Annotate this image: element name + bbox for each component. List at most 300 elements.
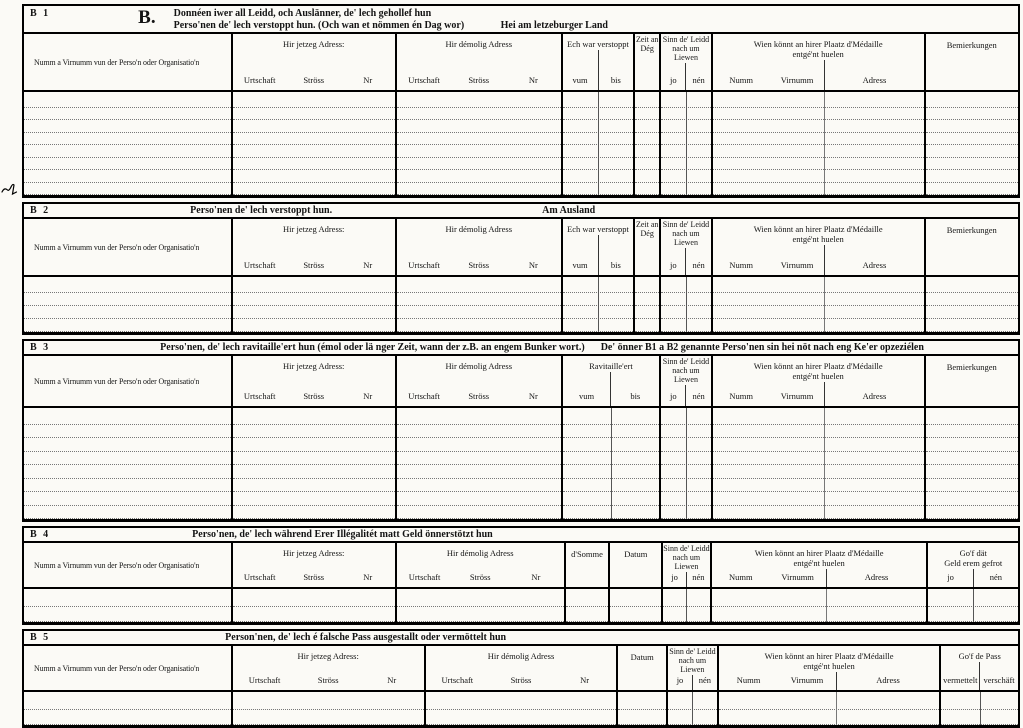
column-header-somme: d'Somme bbox=[566, 543, 611, 587]
subcol-urtschaft: Urtschaft bbox=[243, 391, 276, 401]
column-header-still-alive: Sinn de' Leidd nach um Liewen jo nén bbox=[661, 34, 713, 90]
ruled-line bbox=[926, 425, 1019, 439]
subcol-stross: Ströss bbox=[303, 260, 325, 270]
ruled-line bbox=[563, 145, 634, 158]
column-header-hidden-period: Ech war verstoppt vum bis bbox=[563, 34, 636, 90]
section-b1-body bbox=[24, 92, 1018, 195]
column-header-ravitailleert: Ravitaille'ert vum bis bbox=[563, 356, 661, 406]
ruled-line bbox=[566, 592, 609, 607]
ruled-line bbox=[426, 695, 617, 710]
ruled-line bbox=[635, 319, 659, 332]
body-col-hidden-period bbox=[563, 92, 636, 195]
subcol-urtschaft: Urtschaft bbox=[248, 675, 281, 685]
column-header-name: Numm a Virnumm vun der Perso'n oder Organisatio'n bbox=[24, 356, 233, 406]
handwriting-scribble-icon bbox=[1, 183, 18, 202]
ruled-line bbox=[24, 710, 231, 725]
ruled-line bbox=[24, 607, 231, 622]
section-title-line2b: Hei am letzeburger Land bbox=[500, 19, 608, 31]
column-header-medal-recipient: Wien könnt an hirer Plaatz d'Médaille entgé'nt huelen Numm Virnumm Adress bbox=[713, 356, 926, 406]
ruled-line bbox=[713, 108, 924, 121]
subcol-virnumm: Virnumm bbox=[790, 675, 824, 685]
ruled-line bbox=[661, 425, 711, 439]
ruled-line bbox=[713, 158, 924, 171]
ruled-line bbox=[233, 158, 395, 171]
subcol-nen: nén bbox=[692, 675, 717, 690]
ruled-line bbox=[233, 438, 395, 452]
body-col-name bbox=[24, 277, 233, 332]
ruled-line bbox=[233, 492, 395, 506]
ruled-line bbox=[713, 465, 924, 479]
column-header-still-alive: Sinn de' Leidd nach um Liewen jo nén bbox=[663, 543, 712, 587]
ruled-line bbox=[928, 592, 1018, 607]
subcol-jo: jo bbox=[947, 572, 954, 582]
ruled-line bbox=[941, 695, 1018, 710]
ruled-line bbox=[713, 425, 924, 439]
ruled-line bbox=[24, 170, 231, 183]
ruled-line bbox=[719, 710, 940, 725]
subcol-stross: Ströss bbox=[468, 75, 490, 85]
column-header-still-alive: Sinn de' Leidd nach um Liewen jo nén bbox=[661, 356, 713, 406]
subcol-numm: Numm bbox=[729, 75, 754, 85]
subcol-stross: Ströss bbox=[510, 675, 532, 685]
ruled-line bbox=[713, 280, 924, 293]
ruled-line bbox=[635, 120, 659, 133]
ruled-line bbox=[661, 438, 711, 452]
ruled-line bbox=[713, 492, 924, 506]
ruled-line bbox=[24, 108, 231, 121]
ruled-line bbox=[926, 293, 1019, 306]
ruled-line bbox=[24, 425, 231, 439]
ruled-line bbox=[233, 479, 395, 493]
ruled-line bbox=[426, 710, 617, 725]
ruled-line bbox=[24, 465, 231, 479]
subcol-nen: nén bbox=[685, 63, 710, 90]
section-title-line2: Am Ausland bbox=[542, 205, 596, 216]
column-header-former-address: Hir démolig Adress Urtschaft Ströss Nr bbox=[397, 219, 563, 275]
ruled-line bbox=[661, 145, 711, 158]
ruled-line bbox=[233, 592, 395, 607]
ruled-line bbox=[635, 158, 659, 171]
column-header-hidden-period: Ech war verstoppt vum bis bbox=[563, 219, 636, 275]
ruled-line bbox=[661, 108, 711, 121]
body-col-days bbox=[635, 277, 661, 332]
column-header-pass-outcome: Go'f de Pass vermettelt verschäft bbox=[941, 646, 1018, 690]
ruled-line bbox=[635, 306, 659, 319]
ruled-line bbox=[926, 479, 1019, 493]
ruled-line bbox=[563, 170, 634, 183]
body-col-current-address bbox=[233, 589, 397, 622]
subcol-vum: vum bbox=[572, 260, 588, 270]
body-col-still-alive bbox=[661, 277, 713, 332]
body-col-current-address bbox=[233, 277, 397, 332]
subcol-numm: Numm bbox=[728, 572, 753, 582]
subcol-stross: Ströss bbox=[468, 260, 490, 270]
ruled-line bbox=[24, 452, 231, 466]
ruled-line bbox=[397, 452, 561, 466]
body-col-datum bbox=[618, 692, 668, 725]
ruled-line bbox=[712, 607, 927, 622]
ruled-line bbox=[563, 306, 634, 319]
ruled-line bbox=[563, 280, 634, 293]
ruled-line bbox=[713, 411, 924, 425]
ruled-line bbox=[661, 95, 711, 108]
section-b3-title-bar bbox=[24, 341, 1018, 356]
ruled-line bbox=[397, 306, 561, 319]
subcol-stross: Ströss bbox=[303, 391, 325, 401]
column-header-current-address: Hir jetzeg Adress: Urtschaft Ströss Nr bbox=[233, 646, 426, 690]
ruled-line bbox=[233, 170, 395, 183]
ruled-line bbox=[661, 492, 711, 506]
ruled-line bbox=[926, 170, 1019, 183]
section-b2-title-bar bbox=[24, 204, 1018, 219]
ruled-line bbox=[233, 452, 395, 466]
ruled-line bbox=[663, 592, 710, 607]
ruled-line bbox=[563, 95, 634, 108]
body-col-current-address bbox=[233, 692, 426, 725]
column-header-days: Zeit an Dég bbox=[635, 34, 661, 90]
ruled-line bbox=[926, 492, 1019, 506]
ruled-line bbox=[635, 170, 659, 183]
section-b5-body bbox=[24, 692, 1018, 725]
section-b2-body bbox=[24, 277, 1018, 332]
column-header-money-asked-back: Go'f dät Geld erem gefrot jo nén bbox=[928, 543, 1018, 587]
column-header-name: Numm a Virnumm vun der Perso'n oder Organisatio'n bbox=[24, 543, 233, 587]
subcol-stross: Ströss bbox=[468, 391, 490, 401]
ruled-line bbox=[661, 183, 711, 196]
ruled-line bbox=[563, 479, 659, 493]
ruled-line bbox=[926, 319, 1019, 332]
body-col-medal-recipient bbox=[713, 277, 926, 332]
subcol-vum: vum bbox=[572, 75, 588, 85]
ruled-line bbox=[397, 133, 561, 146]
ruled-line bbox=[24, 592, 231, 607]
ruled-line bbox=[566, 607, 609, 622]
ruled-line bbox=[713, 170, 924, 183]
ruled-line bbox=[563, 506, 659, 520]
body-col-former-address bbox=[397, 92, 563, 195]
ruled-line bbox=[926, 438, 1019, 452]
ruled-line bbox=[24, 695, 231, 710]
ruled-line bbox=[397, 158, 561, 171]
ruled-line bbox=[668, 695, 717, 710]
ruled-line bbox=[713, 95, 924, 108]
ruled-line bbox=[926, 158, 1019, 171]
subcol-urtschaft: Urtschaft bbox=[243, 572, 276, 582]
body-col-ravitailleert bbox=[563, 408, 661, 519]
subcol-stross: Ströss bbox=[303, 572, 325, 582]
ruled-line bbox=[24, 120, 231, 133]
ruled-line bbox=[563, 465, 659, 479]
ruled-line bbox=[397, 592, 564, 607]
body-col-former-address bbox=[397, 277, 563, 332]
ruled-line bbox=[713, 306, 924, 319]
ruled-line bbox=[635, 183, 659, 196]
ruled-line bbox=[397, 506, 561, 520]
ruled-line bbox=[713, 183, 924, 196]
ruled-line bbox=[397, 183, 561, 196]
column-header-row bbox=[24, 219, 1018, 277]
section-id: B 2 bbox=[30, 205, 51, 216]
subcol-nen: nén bbox=[686, 572, 710, 587]
ruled-line bbox=[397, 479, 561, 493]
column-header-row bbox=[24, 356, 1018, 408]
body-col-name bbox=[24, 692, 233, 725]
section-b5 bbox=[22, 629, 1020, 728]
subcol-urtschaft: Urtschaft bbox=[441, 675, 474, 685]
ruled-line bbox=[661, 170, 711, 183]
ruled-line bbox=[233, 411, 395, 425]
body-col-name bbox=[24, 589, 233, 622]
column-header-current-address: Hir jetzeg Adress: Urtschaft Ströss Nr bbox=[233, 34, 397, 90]
ruled-line bbox=[635, 293, 659, 306]
subcol-verschaft: verschäft bbox=[979, 662, 1018, 690]
body-col-hidden-period bbox=[563, 277, 636, 332]
section-title-line1: Perso'nen de' lech verstoppt hun. bbox=[190, 205, 333, 216]
ruled-line bbox=[926, 120, 1019, 133]
ruled-line bbox=[233, 145, 395, 158]
subcol-stross: Ströss bbox=[317, 675, 339, 685]
ruled-line bbox=[610, 592, 661, 607]
subcol-jo: jo bbox=[676, 675, 684, 685]
subcol-nen: nén bbox=[685, 248, 710, 275]
subcol-jo: jo bbox=[671, 572, 678, 582]
ruled-line bbox=[926, 108, 1019, 121]
body-col-still-alive bbox=[668, 692, 719, 725]
subcol-nr: Nr bbox=[387, 675, 397, 685]
ruled-line bbox=[563, 133, 634, 146]
ruled-line bbox=[713, 120, 924, 133]
ruled-line bbox=[397, 108, 561, 121]
ruled-line bbox=[928, 607, 1018, 622]
column-header-name: Numm a Virnumm vun der Perso'n oder Organisatio'n bbox=[24, 219, 233, 275]
subcol-nr: Nr bbox=[528, 260, 538, 270]
section-title bbox=[174, 8, 608, 31]
body-col-medal-recipient bbox=[713, 408, 926, 519]
column-header-former-address: Hir démolig Adress Urtschaft Ströss Nr bbox=[397, 356, 563, 406]
ruled-line bbox=[397, 145, 561, 158]
ruled-line bbox=[661, 465, 711, 479]
column-header-row bbox=[24, 543, 1018, 589]
ruled-line bbox=[661, 120, 711, 133]
subcol-adress: Adress bbox=[824, 245, 923, 275]
section-id: B 5 bbox=[30, 632, 51, 643]
ruled-line bbox=[926, 465, 1019, 479]
column-header-datum: Datum bbox=[618, 646, 668, 690]
ruled-line bbox=[233, 280, 395, 293]
section-b1-title-bar bbox=[24, 6, 1018, 34]
subcol-adress: Adress bbox=[826, 569, 927, 587]
ruled-line bbox=[635, 145, 659, 158]
ruled-line bbox=[233, 95, 395, 108]
column-header-remarks: Bemierkungen bbox=[946, 362, 997, 372]
section-b2 bbox=[22, 202, 1020, 335]
ruled-line bbox=[941, 710, 1018, 725]
column-header-former-address: Hir démolig Adress Urtschaft Ströss Nr bbox=[397, 543, 566, 587]
ruled-line bbox=[926, 183, 1019, 196]
subcol-virnumm: Virnumm bbox=[780, 260, 814, 270]
subcol-adress: Adress bbox=[836, 672, 940, 690]
subcol-vum: vum bbox=[579, 391, 595, 401]
body-col-remarks bbox=[926, 92, 1019, 195]
body-col-datum bbox=[610, 589, 663, 622]
ruled-line bbox=[635, 95, 659, 108]
ruled-line bbox=[233, 306, 395, 319]
column-header-remarks: Bemierkungen bbox=[946, 225, 997, 235]
ruled-line bbox=[713, 479, 924, 493]
ruled-line bbox=[24, 306, 231, 319]
subcol-adress: Adress bbox=[824, 382, 923, 406]
ruled-line bbox=[926, 411, 1019, 425]
ruled-line bbox=[397, 293, 561, 306]
subcol-stross: Ströss bbox=[303, 75, 325, 85]
ruled-line bbox=[233, 120, 395, 133]
ruled-line bbox=[24, 319, 231, 332]
ruled-line bbox=[397, 280, 561, 293]
section-title-line2: Perso'nen de' lech verstoppt hun. (Och wan et nömmen én Dag wor) bbox=[173, 19, 465, 31]
subcol-virnumm: Virnumm bbox=[780, 391, 814, 401]
ruled-line bbox=[719, 695, 940, 710]
body-col-name bbox=[24, 92, 233, 195]
ruled-line bbox=[635, 133, 659, 146]
column-header-current-address: Hir jetzeg Adress: Urtschaft Ströss Nr bbox=[233, 356, 397, 406]
subcol-bis: bis bbox=[598, 235, 634, 275]
section-title-line1: Perso'nen, de' lech ravitaille'ert hun (émol oder lä nger Zeit, wann der z.B. an engem Bunker wort.) bbox=[160, 342, 585, 353]
ruled-line bbox=[713, 452, 924, 466]
subcol-urtschaft: Urtschaft bbox=[408, 75, 440, 85]
ruled-line bbox=[233, 710, 424, 725]
ruled-line bbox=[713, 319, 924, 332]
ruled-line bbox=[24, 293, 231, 306]
subcol-urtschaft: Urtschaft bbox=[408, 572, 441, 582]
ruled-line bbox=[233, 293, 395, 306]
ruled-line bbox=[661, 306, 711, 319]
subcol-urtschaft: Urtschaft bbox=[243, 75, 276, 85]
column-header-medal-recipient: Wien könnt an hirer Plaatz d'Médaille entgé'nt huelen Numm Virnumm Adress bbox=[713, 219, 926, 275]
ruled-line bbox=[713, 506, 924, 520]
body-col-current-address bbox=[233, 408, 397, 519]
subcol-jo: jo bbox=[669, 75, 677, 85]
ruled-line bbox=[24, 411, 231, 425]
ruled-line bbox=[926, 145, 1019, 158]
subcol-nr: Nr bbox=[363, 75, 373, 85]
subcol-nr: Nr bbox=[531, 572, 541, 582]
ruled-line bbox=[24, 183, 231, 196]
subcol-adress: Adress bbox=[824, 60, 923, 90]
ruled-line bbox=[563, 492, 659, 506]
ruled-line bbox=[563, 108, 634, 121]
ruled-line bbox=[661, 411, 711, 425]
body-col-remarks bbox=[926, 277, 1019, 332]
ruled-line bbox=[926, 280, 1019, 293]
body-col-medal-recipient bbox=[712, 589, 929, 622]
column-header-current-address: Hir jetzeg Adress: Urtschaft Ströss Nr bbox=[233, 543, 397, 587]
ruled-line bbox=[661, 506, 711, 520]
subcol-nr: Nr bbox=[528, 75, 538, 85]
subcol-jo: jo bbox=[669, 391, 677, 401]
section-id: B 3 bbox=[30, 342, 51, 353]
column-header-medal-recipient: Wien könnt an hirer Plaatz d'Médaille entgé'nt huelen Numm Virnumm Adress bbox=[712, 543, 929, 587]
ruled-line bbox=[233, 465, 395, 479]
ruled-line bbox=[233, 425, 395, 439]
ruled-line bbox=[713, 133, 924, 146]
column-header-name: Numm a Virnumm vun der Perso'n oder Organisatio'n bbox=[24, 34, 233, 90]
ruled-line bbox=[563, 425, 659, 439]
ruled-line bbox=[712, 592, 927, 607]
column-header-row bbox=[24, 646, 1018, 692]
ruled-line bbox=[233, 133, 395, 146]
ruled-line bbox=[635, 108, 659, 121]
ruled-line bbox=[397, 607, 564, 622]
ruled-line bbox=[24, 438, 231, 452]
ruled-line bbox=[233, 108, 395, 121]
ruled-line bbox=[713, 145, 924, 158]
subcol-bis: bis bbox=[598, 50, 634, 90]
body-col-remarks bbox=[926, 408, 1019, 519]
body-col-still-alive bbox=[663, 589, 712, 622]
body-col-pass-outcome bbox=[941, 692, 1018, 725]
section-title-line1: Perso'nen, de' lech während Erer Illégalitét matt Geld önnerstötzt hun bbox=[192, 529, 493, 540]
big-letter-b: B. bbox=[138, 7, 156, 28]
ruled-line bbox=[668, 710, 717, 725]
body-col-medal-recipient bbox=[719, 692, 942, 725]
section-b4 bbox=[22, 526, 1020, 625]
column-header-row bbox=[24, 34, 1018, 92]
subcol-stross: Ströss bbox=[469, 572, 491, 582]
ruled-line bbox=[397, 438, 561, 452]
subcol-bis: bis bbox=[610, 372, 659, 406]
ruled-line bbox=[563, 438, 659, 452]
ruled-line bbox=[661, 280, 711, 293]
ruled-line bbox=[563, 319, 634, 332]
ruled-line bbox=[563, 452, 659, 466]
body-col-medal-recipient bbox=[713, 92, 926, 195]
subcol-virnumm: Virnumm bbox=[780, 75, 814, 85]
body-col-somme bbox=[566, 589, 611, 622]
section-title-line1: Donnéen iwer all Leidd, och Auslänner, de' lech gehollef hun bbox=[173, 8, 432, 19]
body-col-money-asked-back bbox=[928, 589, 1018, 622]
column-header-still-alive: Sinn de' Leidd nach um Liewen jo nén bbox=[668, 646, 719, 690]
ruled-line bbox=[24, 145, 231, 158]
column-header-medal-recipient: Wien könnt an hirer Plaatz d'Médaille entgé'nt huelen Numm Virnumm Adress bbox=[713, 34, 926, 90]
ruled-line bbox=[663, 607, 710, 622]
subcol-numm: Numm bbox=[729, 260, 754, 270]
body-col-days bbox=[635, 92, 661, 195]
section-b3 bbox=[22, 339, 1020, 522]
subcol-jo: jo bbox=[669, 260, 677, 270]
ruled-line bbox=[397, 465, 561, 479]
section-b3-body bbox=[24, 408, 1018, 519]
subcol-urtschaft: Urtschaft bbox=[243, 260, 276, 270]
ruled-line bbox=[397, 411, 561, 425]
ruled-line bbox=[610, 607, 661, 622]
ruled-line bbox=[233, 319, 395, 332]
ruled-line bbox=[926, 506, 1019, 520]
column-header-former-address: Hir démolig Adress Urtschaft Ströss Nr bbox=[426, 646, 619, 690]
body-col-name bbox=[24, 408, 233, 519]
subcol-urtschaft: Urtschaft bbox=[408, 260, 440, 270]
ruled-line bbox=[397, 95, 561, 108]
ruled-line bbox=[926, 452, 1019, 466]
subcol-nr: Nr bbox=[363, 572, 373, 582]
ruled-line bbox=[563, 120, 634, 133]
ruled-line bbox=[661, 293, 711, 306]
section-title-line2: De' önner B1 a B2 genannte Perso'nen sin hei nöt nach eng Ke'er opzeziélen bbox=[600, 342, 924, 353]
subcol-numm: Numm bbox=[729, 391, 754, 401]
section-b4-title-bar bbox=[24, 528, 1018, 543]
subcol-nr: Nr bbox=[580, 675, 590, 685]
ruled-line bbox=[618, 695, 666, 710]
column-header-current-address: Hir jetzeg Adress: Urtschaft Ströss Nr bbox=[233, 219, 397, 275]
